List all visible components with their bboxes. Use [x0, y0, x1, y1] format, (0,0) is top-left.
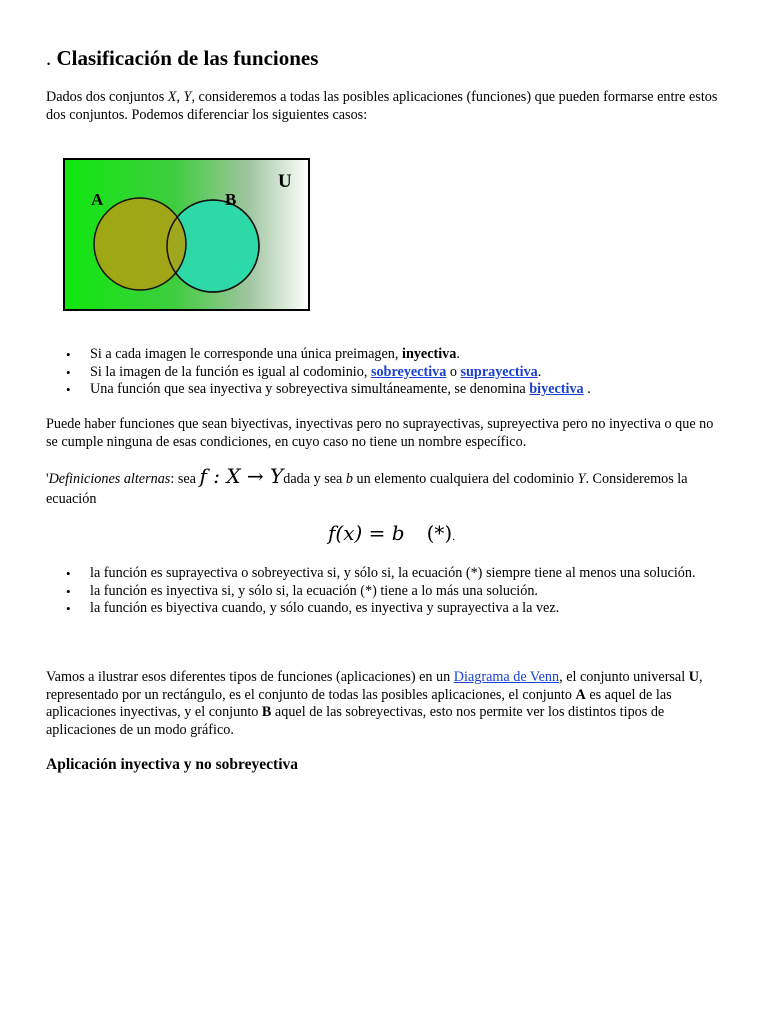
equation [328, 521, 455, 548]
biyectiva-link[interactable]: biyectiva [529, 381, 584, 397]
suprayectiva-link[interactable]: suprayectiva [460, 363, 538, 380]
set-y: Y [183, 89, 192, 105]
list-item [46, 364, 721, 382]
sobreyectiva-link[interactable]: sobreyectiva [370, 363, 447, 380]
venn-b: B [261, 704, 272, 720]
title-text: Clasificación de las funciones [56, 46, 319, 70]
venn-u: U [688, 669, 699, 685]
list-item [46, 346, 721, 364]
set-a-circle [94, 198, 186, 290]
equation-end: . [452, 529, 456, 543]
intro-text-2: , consideremos a todas las posibles aplicaciones (funciones) que pueden formarse entre estos dos conjuntos. Podemos diferenciar los siguientes casos: [46, 89, 718, 123]
title-prefix: . [46, 46, 57, 70]
venn-text-5: aquel de las sobreyectivas, esto nos permite ver los distintos tipos de aplicaciones de un modo gráfico. [46, 704, 665, 738]
alt-after-label: : sea [170, 471, 200, 487]
functions-paragraph: Puede haber funciones que sean biyectivas, inyectivas pero no suprayectivas, supreyectiva pero no inyectiva o que no se cumple ninguna de esas condiciones, en cuyo caso no tiene un nombre específico. [46, 416, 714, 450]
cases-list [46, 346, 721, 399]
label-u: U [278, 171, 292, 192]
intro-text-1: Dados dos conjuntos [46, 89, 168, 105]
venn-text-1: Vamos a ilustrar esos diferentes tipos de funciones (aplicaciones) en un [46, 669, 454, 685]
alt-text-3: . Consideremos la ecuación [46, 471, 688, 507]
case2-end: . [537, 363, 542, 380]
venn-diagram-link[interactable]: Diagrama de Venn [453, 669, 560, 685]
case1-end: . [456, 346, 460, 362]
venn-a: A [575, 686, 586, 703]
equation-lhs: f(x) = b [328, 521, 405, 545]
alt-text-2: un elemento cualquiera del codominio [353, 471, 578, 487]
case2-text: Si la imagen de la función es igual al codominio, [90, 363, 371, 380]
venn-text-3: , representado por un rectángulo, es el conjunto de todas las posibles aplicaciones, el conjunto [46, 669, 703, 703]
label-a: A [91, 190, 104, 209]
list-item: • la función es biyectiva cuando, y sólo cuando, es inyectiva y suprayectiva a la vez. [46, 600, 721, 618]
section-subheading: Aplicación inyectiva y no sobreyectiva [46, 756, 298, 773]
intro-paragraph [46, 89, 721, 124]
equation-tag: (*) [426, 521, 453, 545]
set-x: X [167, 89, 177, 105]
label-b: B [225, 190, 237, 209]
function-formula: f : X → Y [199, 464, 284, 488]
case3-text: Una función que sea inyectiva y sobreyectiva simultáneamente, se denomina [90, 381, 530, 397]
venn-diagram [63, 158, 311, 312]
alt-label: Definiciones alternas [48, 471, 171, 487]
alt-quote: ' [46, 471, 49, 487]
venn-paragraph [46, 669, 721, 739]
codomain-y: Y [577, 471, 586, 487]
list-item [46, 381, 721, 399]
venn-text-2: , el conjunto universal [559, 669, 689, 685]
case1-bold: inyectiva [402, 346, 457, 362]
case3-end: . [583, 381, 591, 397]
alt-definitions-paragraph [46, 466, 721, 509]
alt-text-1: dada y sea [283, 471, 346, 487]
conditions-list [46, 565, 721, 618]
list-item: • la función es inyectiva si, y sólo si, la ecuación (*) tiene a lo más una solución. [46, 583, 721, 601]
page-title [46, 46, 318, 70]
intro-comma: , [176, 89, 184, 105]
case1-text: Si a cada imagen le corresponde una única preimagen, [90, 346, 402, 362]
list-item: • la función es suprayectiva o sobreyectiva si, y sólo si, la ecuación (*) siempre tiene al menos una solución. [46, 565, 721, 583]
element-b: b [345, 471, 353, 487]
case2-mid: o [446, 363, 461, 380]
venn-text-4: es aquel de las aplicaciones inyectivas, y el conjunto [46, 686, 672, 720]
